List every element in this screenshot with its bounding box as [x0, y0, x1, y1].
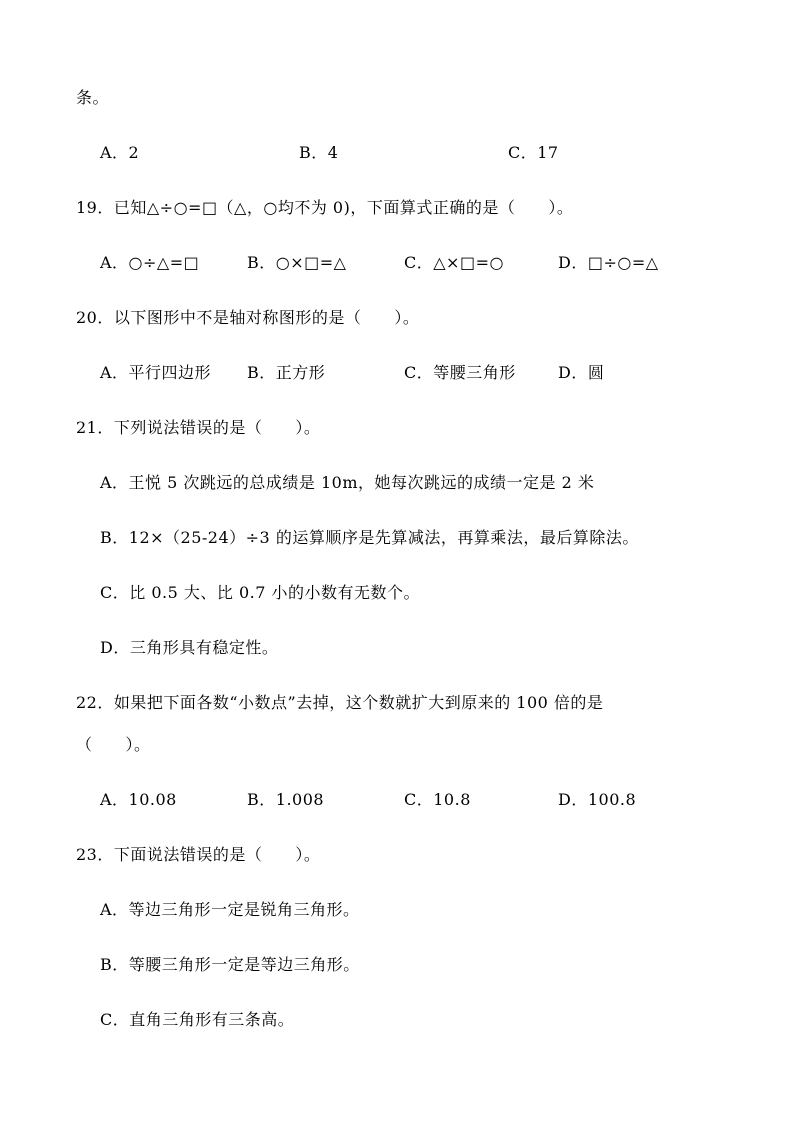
q22-option-a: A．10.08: [100, 790, 177, 809]
q19-option-a: A．○÷△=□: [100, 253, 200, 272]
q21-option-c: C．比 0.5 大、比 0.7 小的小数有无数个。: [100, 583, 420, 602]
q20-option-c: C．等腰三角形: [404, 363, 516, 382]
q19-option-c: C．△×□=○: [404, 253, 504, 272]
q23-stem: 23．下面说法错误的是（ ）。: [76, 845, 321, 864]
q22-option-c: C．10.8: [404, 790, 471, 809]
q18-stem-tail: 条。: [76, 88, 110, 107]
q20-option-d: D．圆: [558, 363, 605, 382]
q20-stem: 20．以下图形中不是轴对称图形的是（ ）。: [76, 308, 420, 327]
q22-stem-line1: 22．如果把下面各数“小数点”去掉，这个数就扩大到原来的 100 倍的是: [76, 693, 604, 712]
q18-option-a: A．2: [100, 143, 140, 162]
q21-stem: 21．下列说法错误的是（ ）。: [76, 418, 321, 437]
q22-option-d: D．100.8: [558, 790, 637, 809]
q22-stem-line2: （ ）。: [76, 735, 151, 754]
q23-option-b: B．等腰三角形一定是等边三角形。: [100, 955, 360, 974]
q19-stem: 19．已知△÷○=□（△，○均不为 0)，下面算式正确的是（ ）。: [76, 198, 574, 217]
q20-option-b: B．正方形: [247, 363, 326, 382]
q21-option-a: A．王悦 5 次跳远的总成绩是 10m，她每次跳远的成绩一定是 2 米: [100, 473, 595, 492]
q18-option-b: B．4: [299, 143, 339, 162]
q19-option-d: D．□÷○=△: [558, 253, 659, 272]
q23-option-a: A．等边三角形一定是锐角三角形。: [100, 900, 360, 919]
q21-option-d: D．三角形具有稳定性。: [100, 638, 279, 657]
q19-option-b: B．○×□=△: [247, 253, 347, 272]
q22-option-b: B．1.008: [247, 790, 325, 809]
q20-option-a: A．平行四边形: [100, 363, 212, 382]
q23-option-c: C．直角三角形有三条高。: [100, 1010, 295, 1029]
q18-option-c: C．17: [508, 143, 559, 162]
q21-option-b: B．12×（25-24）÷3 的运算顺序是先算减法，再算乘法，最后算除法。: [100, 528, 639, 547]
